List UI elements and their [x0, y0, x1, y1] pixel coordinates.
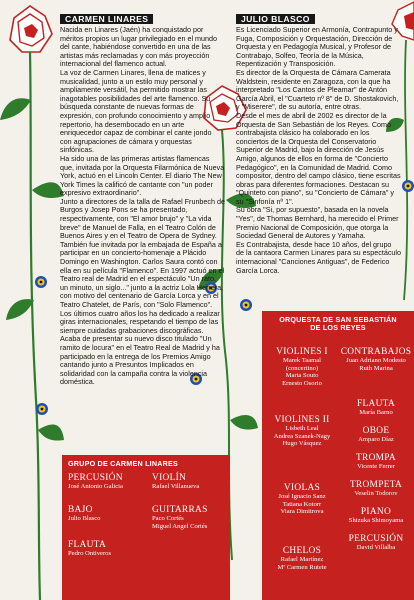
- member-name: Juan Adriano Modesto: [346, 357, 406, 364]
- article-paragraph: Junto a directores de la talla de Rafael Frunbech de Burgos y Josep Pons se ha presentado, respectivamente, con "El amor brujo" y "La vida breve" de Manuel de Falla, en el Teatro Colón de Buenos Aires y en el Teatro de Opera de Sydney. También fue invitada por la embajada de España a participar en un concierto-homenaje a Plácido Domingo en Washington. Carlos Saura contó con ella en su película "Flamenco". En 1997 actuó en el Teatro real de Madrid en el espectáculo "Un rato, un minuto, un siglo..." junto a la actriz Lola Herrera, con motivo del centenario de García Lorca y en el Teatro Chatelet, de París, con "Solo Flamenco".: [60, 196, 226, 309]
- article-paragraph: Su obra "Si, por supuesto", basada en la novela "Yes", de Thomas Bernhard, ha merecido el Primer Premio Nacional de Composición, que otorga la Sociedad General de Autores y Yamaha.: [236, 205, 399, 241]
- section-name: VIOLÍN: [152, 473, 187, 483]
- section-name: FLAUTA: [356, 399, 396, 409]
- julio-blasco-article: [236, 14, 401, 275]
- section-name: CHELOS: [282, 546, 322, 556]
- member-name: Miguel Angel Cortés: [152, 522, 208, 530]
- section-name: TROMPA: [355, 453, 396, 463]
- member-name: Viara Dimitrova: [280, 508, 324, 515]
- article-paragraph: Nacida en Linares (Jaén) ha conquistado por méritos propios un lugar privilegiado en el mundo del cante, habiéndose convertido en una de las artistas más reclamadas y con más proyección internacional del flamenco actual.: [60, 25, 218, 69]
- section-name: PERCUSIÓN: [68, 473, 123, 483]
- section-name: CONTRABAJOS: [340, 347, 412, 357]
- member-name: Paco Cortés: [152, 515, 184, 522]
- member-name: Mª Carmen Rutete: [277, 563, 327, 571]
- lineup-section: [268, 415, 336, 448]
- eye-ornament-icon: [402, 180, 414, 192]
- orchestra-lineup-box: [262, 311, 414, 600]
- group-lineup-box: [62, 455, 230, 600]
- section-name: TROMPETA: [349, 480, 403, 490]
- article-paragraph: Es Contrabajista, desde hace 10 años, del grupo de la cantaora Carmen Linares para su espectáculo internacional "Canciones Antiguas", de Federico García Lorca.: [236, 239, 402, 275]
- lineup-section: [340, 347, 412, 372]
- section-name: VIOLAS: [283, 483, 321, 493]
- lineup-section: [340, 507, 412, 525]
- member-name: Vicente Ferrer: [357, 463, 395, 470]
- member-name: José Antonio Galicia: [68, 483, 123, 490]
- lineup-section: [340, 480, 412, 498]
- article-paragraph: Desde el mes de abril de 2002 es director de la Orquesta de San Sebastián de los Reyes. Como contrabajista clásico ha colaborado en los conciertos de la Orquesta del Conservatorio Superior de Madrid, bajo la dirección de Jesús Amigo, algunos de ellos en forma de "Concierto Pedagógico", en la Comunidad de Madrid. Como compositor, dentro del campo clásico, tiene escritas obras para diferentes formaciones. Destacan su "Quinteto con piano", su "Concierto de Cámara" y su "Sinfonía nº 1".: [236, 110, 401, 206]
- eye-ornament-icon: [35, 276, 47, 288]
- article-paragraph: Ha sido una de las primeras artistas flamencas que, invitada por la Orquesta Filarmónica de Nueva York, actuó en el Lincoln Center. El diario The New York Times la calificó de cantante con "un poder expresivo extraordinario".: [60, 153, 225, 198]
- member-name: David Villalba: [356, 544, 396, 551]
- box-title: [266, 316, 410, 332]
- carmen-linares-article: [60, 14, 225, 387]
- rose-icon: [10, 6, 52, 52]
- section-name: PIANO: [360, 507, 392, 517]
- lineup-section: [68, 505, 100, 523]
- lineup-section: [68, 473, 123, 491]
- section-name: VIOLINES I: [276, 347, 328, 357]
- lineup-section: [152, 505, 208, 530]
- article-heading: JULIO BLASCO: [236, 14, 315, 24]
- member-name: Marek Taamal (concertino): [282, 357, 322, 372]
- article-heading: CARMEN LINARES: [60, 14, 153, 24]
- member-name: Andrea Szanek-Nagy: [273, 432, 331, 440]
- box-title-line: ORQUESTA DE SAN SEBASTIÁN: [279, 315, 397, 324]
- box-title-line: DE LOS REYES: [310, 323, 366, 332]
- lineup-section: [340, 453, 412, 471]
- lineup-section: [152, 473, 199, 491]
- member-name: Pedro Ontiveros: [68, 550, 112, 557]
- member-name: Amparo Díaz: [358, 436, 394, 443]
- member-name: Rafael Martínez: [280, 556, 324, 563]
- lineup-section: [268, 546, 336, 571]
- member-name: María Barno: [359, 409, 393, 416]
- article-paragraph: La voz de Carmen Linares, llena de matices y musicalidad, junto a un estilo muy personal y ampliamente versátil, ha permitido mostrar las inagotables posibilidades del arte flamenco. Su búsqueda constante de nuevas formas de expresión, con profundo conocimiento y amplio repertorio, ha desembocado en un arte enriquecedor capaz de combinar el cante jondo con agrupaciones de cámara y orquestas sinfónicas.: [60, 67, 212, 155]
- lineup-section: [340, 399, 412, 417]
- section-name: GUITARRAS: [152, 505, 208, 515]
- member-name: Tatiana Kotorr: [282, 500, 322, 508]
- member-name: Ruth Marina: [359, 364, 393, 372]
- member-name: Julio Blasco: [68, 515, 101, 522]
- member-name: Lisbeth Leal: [285, 425, 319, 432]
- section-name: PERCUSIÓN: [348, 534, 404, 544]
- article-paragraph: Es director de la Orquesta de Cámara Camerata Waldstein, residente en Zaragoza, con la que ha interpretado "Los Cantos de Pleamar" de Antón García Abril, el "Cuarteto nº 8" de D. Shostakovich, y "Miserere", de su autoría, entre otras.: [236, 67, 399, 112]
- lineup-section: [340, 534, 412, 552]
- member-name: Rafael Villanueva: [152, 483, 200, 490]
- article-paragraph: Los últimos cuatro años los ha dedicado a realizar giras internacionales, respetando el tiempo de las siempre cuidadas grabaciones discográficas. Acaba de presentar su nuevo disco titulado "Un ramito de locura" en el Teatro Real de Madrid y ha participado en la entrega de los Premios Amigo cantando junto a Presuntos Implicados en solidaridad con la campaña contra la violencia doméstica.: [60, 308, 220, 387]
- section-name: VIOLINES II: [274, 415, 330, 425]
- member-name: José Ignacio Sanz: [278, 493, 326, 500]
- section-name: FLAUTA: [68, 540, 107, 550]
- article-paragraph: Es Licenciado Superior en Armonía, Contrapunto y Fuga, Composición y Orquestación, Dirección de Orquesta y en Pedagogía Musical, y Profesor de Contrabajo, Solfeo, Teoría de la Música, Repentización y Transposición.: [236, 25, 398, 69]
- member-name: Marta Souto: [285, 372, 319, 379]
- lineup-section: [340, 426, 412, 444]
- member-name: Hugo Vásquez: [282, 440, 322, 447]
- lineup-section: [268, 483, 336, 516]
- section-name: BAJO: [68, 505, 93, 515]
- box-title: GRUPO DE CARMEN LINARES: [68, 459, 179, 468]
- member-name: Ernesto Osorio: [282, 379, 322, 387]
- eye-ornament-icon: [36, 403, 48, 415]
- member-name: Veselin Todorov: [354, 490, 398, 497]
- member-name: Shizuka Shimoyama: [348, 517, 404, 524]
- lineup-section: [268, 347, 336, 387]
- eye-ornament-icon: [240, 299, 252, 311]
- section-name: OBOE: [362, 426, 390, 436]
- lineup-section: [68, 540, 111, 558]
